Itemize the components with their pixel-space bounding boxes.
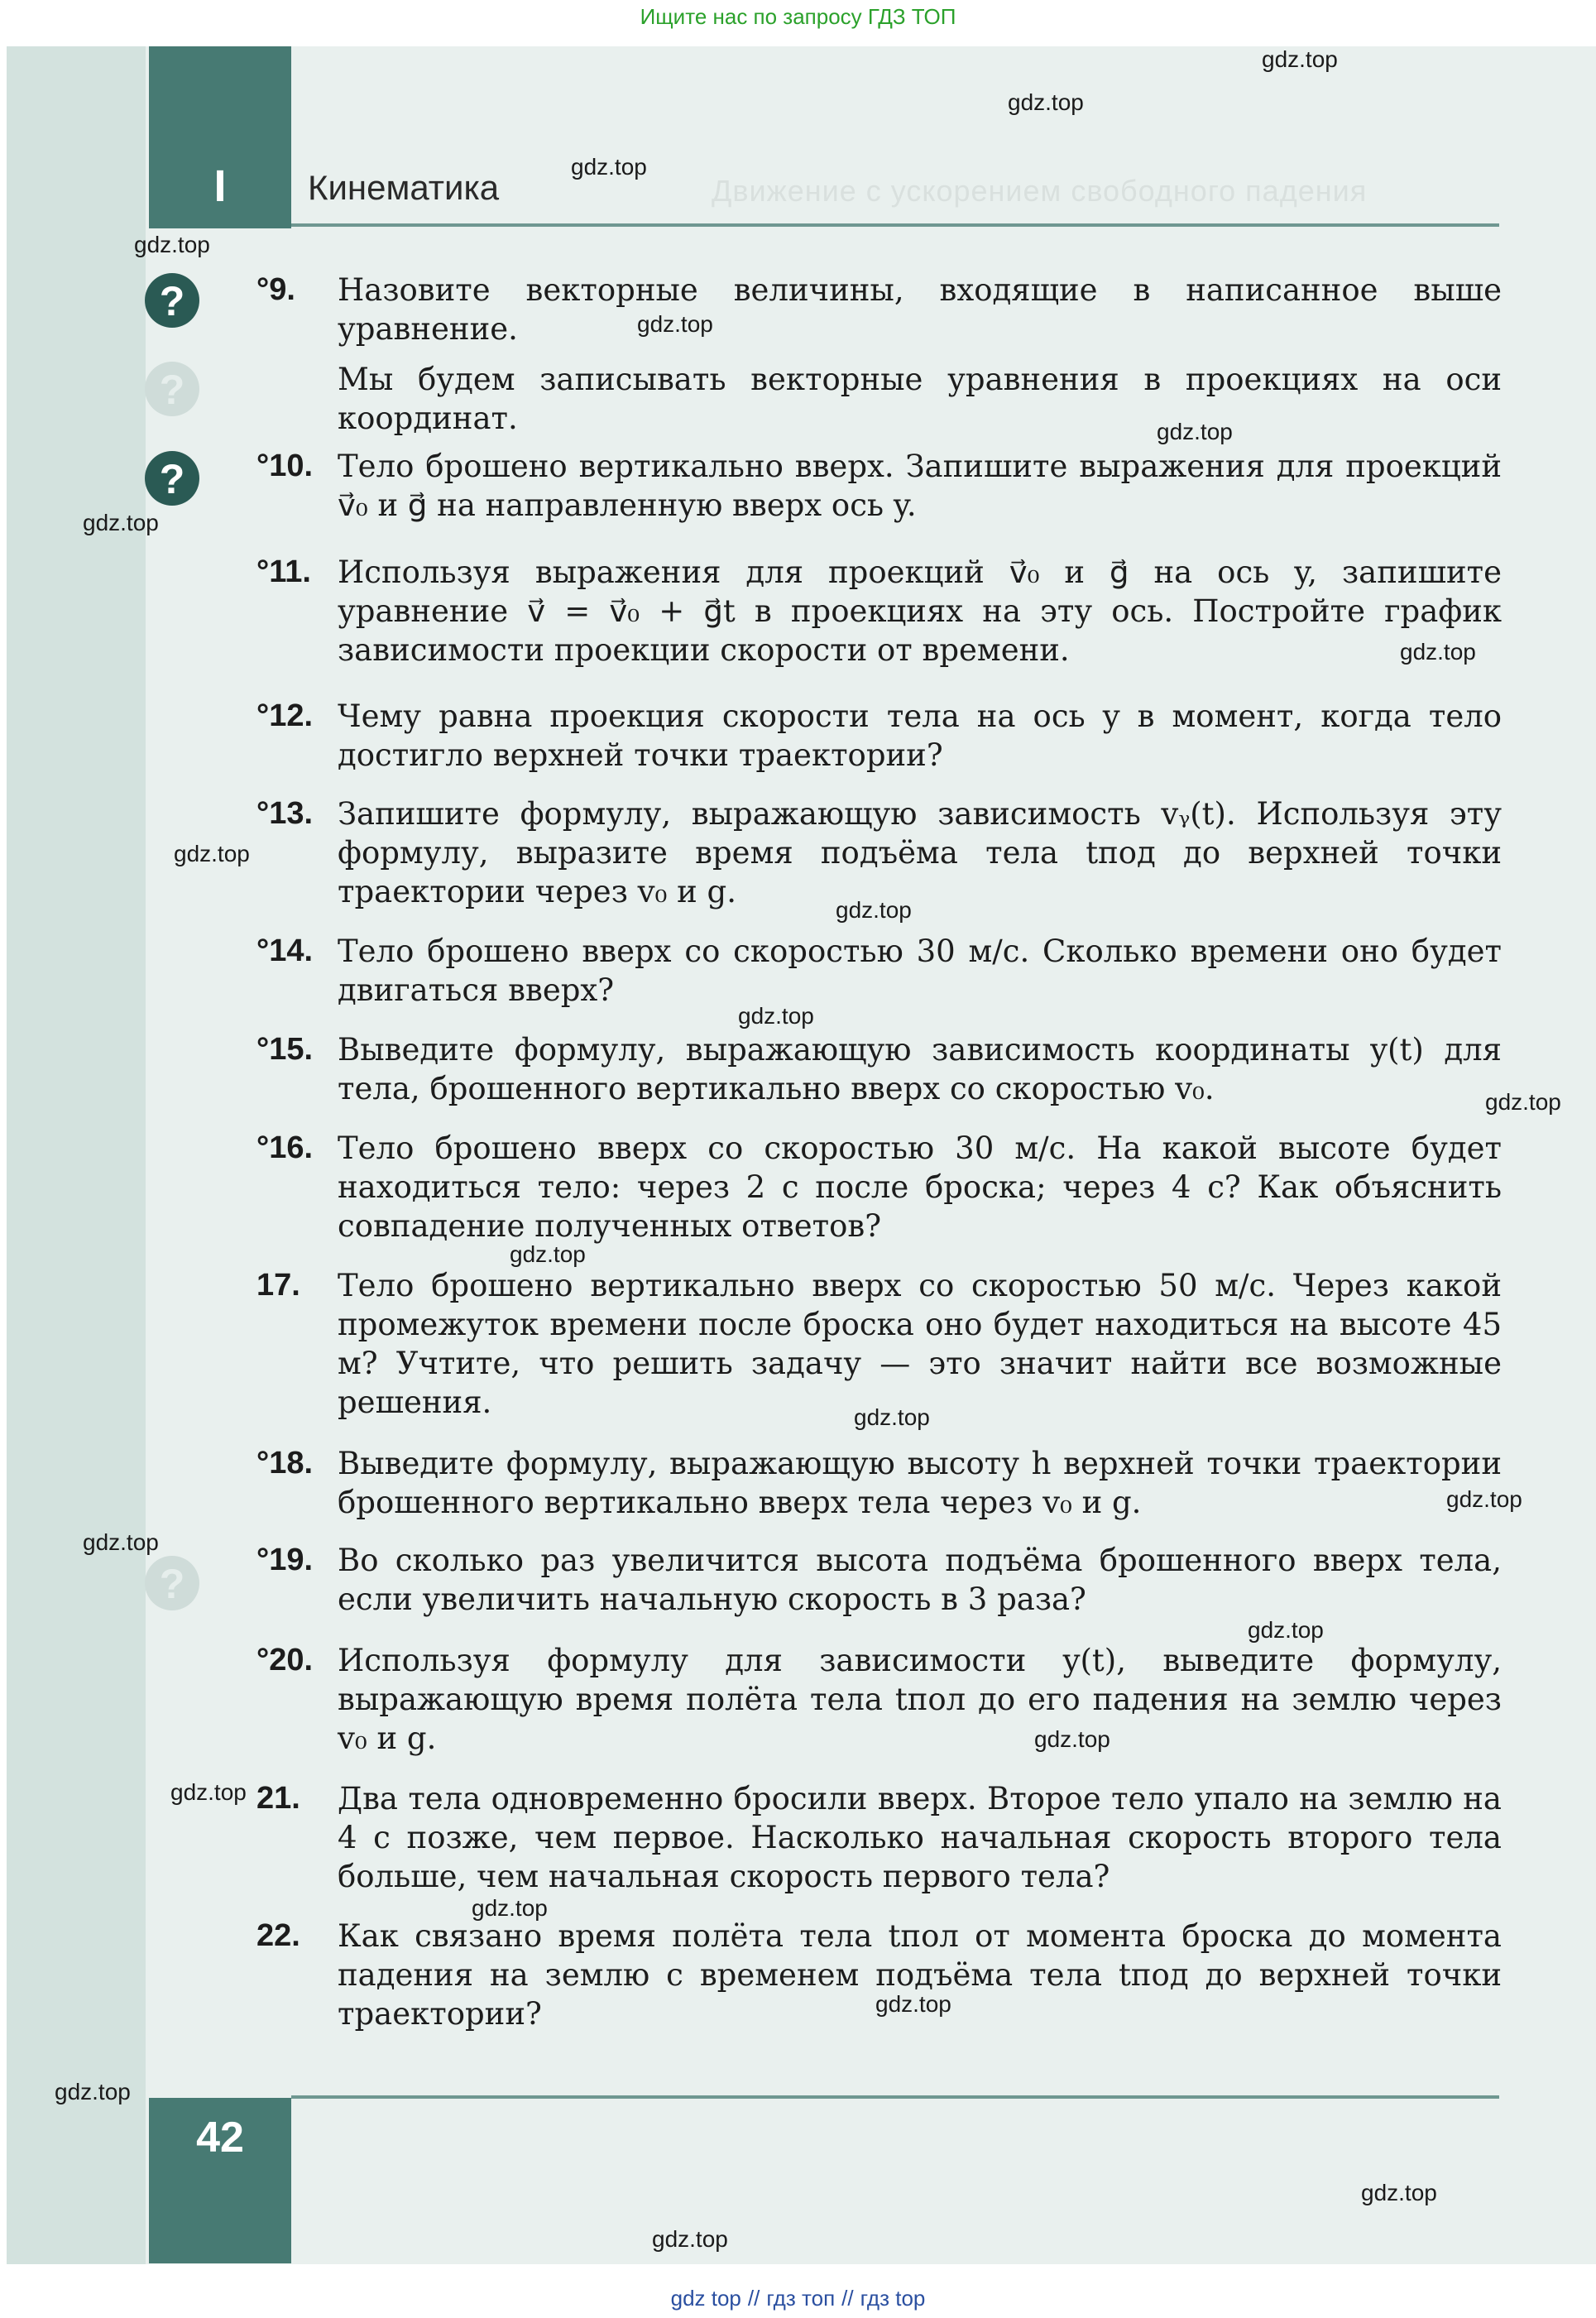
watermark: gdz.top — [637, 311, 713, 337]
chapter-title: Кинематика — [308, 168, 500, 207]
problem-number: °9. — [256, 272, 295, 307]
intro-paragraph: Мы будем записывать векторные уравнения в проекциях на оси координат. — [338, 362, 1502, 436]
problem-text: Во сколько раз увеличится высота подъёма брошенного вверх тела, если увеличить начальную скорость в 3 раза? — [338, 1543, 1502, 1617]
problem-15 — [256, 1030, 1502, 1108]
watermark: gdz.top — [875, 1991, 951, 2017]
problem-20 — [256, 1641, 1502, 1758]
problem-text: Как связано время полёта тела tпол от момента броска до момента падения на землю с временем подъёма тела tпод до верхней точки траектории? — [338, 1918, 1502, 2032]
problem-text: Тело брошено вертикально вверх. Запишите выражения для проекций v⃗₀ и g⃗ на направленную вверх ось y. — [338, 449, 1502, 523]
watermark: gdz.top — [738, 1003, 814, 1029]
problem-text: Тело брошено вверх со скоростью 30 м/с. На какой высоте будет находиться тело: через 2 с после броска; через 4 с? Как объяснить совпадение полученных ответов? — [338, 1130, 1502, 1244]
bleed-through-header: Движение с ускорением свободного падения — [712, 174, 1368, 208]
footer-link-gdz-top-mixed[interactable]: гдз top — [860, 2286, 926, 2311]
section-tab — [149, 46, 291, 228]
problem-9 — [256, 271, 1502, 348]
problem-text: Тело брошено вертикально вверх со скоростью 50 м/с. Через какой промежуток времени после броска оно будет находиться на высоте 45 м? Учтите, что решить задачу — это значит найти все возможные решения. — [338, 1268, 1502, 1420]
footer-separator: // — [747, 2286, 760, 2311]
question-icon: ? — [145, 451, 199, 506]
problem-number: °16. — [256, 1130, 314, 1165]
watermark: gdz.top — [652, 2226, 728, 2252]
problem-14 — [256, 932, 1502, 1010]
problem-text: Назовите векторные величины, входящие в написанное выше уравнение. — [338, 272, 1502, 347]
problem-number: 21. — [256, 1781, 300, 1816]
problem-number: 17. — [256, 1268, 300, 1303]
problem-text: Тело брошено вверх со скоростью 30 м/с. Сколько времени оно будет двигаться вверх? — [338, 933, 1502, 1008]
problem-number: °20. — [256, 1643, 314, 1677]
watermark: gdz.top — [472, 1895, 548, 1921]
watermark: gdz.top — [55, 2079, 131, 2104]
watermark: gdz.top — [1446, 1486, 1522, 1512]
problem-text: Два тела одновременно бросили вверх. Второе тело упало на землю на 4 с позже, чем первое. Насколько начальная скорость второго тела больше, чем начальная скорость первого тела? — [338, 1781, 1502, 1894]
page-number: 42 — [196, 2114, 244, 2162]
problem-13 — [256, 794, 1502, 911]
watermark: gdz.top — [1248, 1617, 1324, 1643]
problem-11 — [256, 553, 1502, 669]
watermark: gdz.top — [571, 154, 647, 180]
problem-17 — [256, 1266, 1502, 1422]
problem-21 — [256, 1779, 1502, 1896]
watermark: gdz.top — [1157, 419, 1233, 444]
footer-separator: // — [841, 2286, 854, 2311]
watermark: gdz.top — [510, 1241, 586, 1267]
question-icon: ? — [145, 273, 199, 328]
problem-text: Выведите формулу, выражающую зависимость координаты y(t) для тела, брошенного вертикально вверх со скоростью v₀. — [338, 1032, 1502, 1106]
problem-number: °14. — [256, 933, 314, 968]
problem-number: °19. — [256, 1543, 314, 1577]
watermark: gdz.top — [1034, 1726, 1110, 1752]
problem-number: °12. — [256, 698, 314, 733]
problem-number: °15. — [256, 1032, 314, 1067]
problem-text: Используя выражения для проекций v⃗₀ и g⃗ на ось y, запишите уравнение v⃗ = v⃗₀ + g⃗t в проекциях на эту ось. Постройте график зависимости проекции скорости от времени. — [338, 554, 1502, 668]
problem-12 — [256, 697, 1502, 775]
problem-16 — [256, 1129, 1502, 1245]
watermark: gdz.top — [836, 897, 912, 923]
problem-18 — [256, 1444, 1502, 1522]
problem-10 — [256, 447, 1502, 525]
watermark: gdz.top — [170, 1779, 247, 1805]
bleed-question-icon: ? — [145, 362, 199, 416]
watermark: gdz.top — [1400, 639, 1476, 665]
top-banner[interactable]: Ищите нас по запросу ГДЗ ТОП — [640, 4, 956, 29]
watermark: gdz.top — [83, 1529, 159, 1555]
section-number: I — [213, 161, 227, 211]
watermark: gdz.top — [174, 841, 250, 866]
header-rule — [291, 223, 1499, 227]
watermark: gdz.top — [83, 510, 159, 535]
watermark: gdz.top — [1485, 1089, 1561, 1115]
footer-link-gdz-top[interactable]: gdz top — [670, 2286, 741, 2311]
footer-links — [0, 2286, 1596, 2311]
problem-number: 22. — [256, 1918, 300, 1953]
footer-rule — [291, 2095, 1499, 2099]
watermark: gdz.top — [854, 1404, 930, 1430]
watermark: gdz.top — [1262, 46, 1338, 72]
problem-number: °11. — [256, 554, 311, 589]
bleed-question-icon: ? — [145, 1556, 199, 1610]
problem-text: Чему равна проекция скорости тела на ось y в момент, когда тело достигло верхней точки траектории? — [338, 698, 1502, 773]
watermark: gdz.top — [1008, 89, 1084, 115]
problem-number: °10. — [256, 449, 314, 483]
footer-link-gdz-top-ru[interactable]: гдз топ — [766, 2286, 836, 2311]
problem-number: °13. — [256, 796, 314, 831]
left-margin-strip — [7, 46, 146, 2264]
problem-number: °18. — [256, 1446, 314, 1481]
problem-text: Используя формулу для зависимости y(t), выведите формулу, выражающую время полёта тела tпол до его падения на землю через v₀ и g. — [338, 1643, 1502, 1756]
watermark: gdz.top — [1361, 2180, 1437, 2205]
watermark: gdz.top — [134, 232, 210, 257]
problem-text: Запишите формулу, выражающую зависимость vᵧ(t). Используя эту формулу, выразите время подъёма тела tпод до верхней точки траектории через v₀ и g. — [338, 796, 1502, 909]
problem-19 — [256, 1541, 1502, 1619]
problem-text: Выведите формулу, выражающую высоту h верхней точки траектории брошенного вертикально вверх тела через v₀ и g. — [338, 1446, 1502, 1520]
page-number-tab — [149, 2098, 291, 2263]
